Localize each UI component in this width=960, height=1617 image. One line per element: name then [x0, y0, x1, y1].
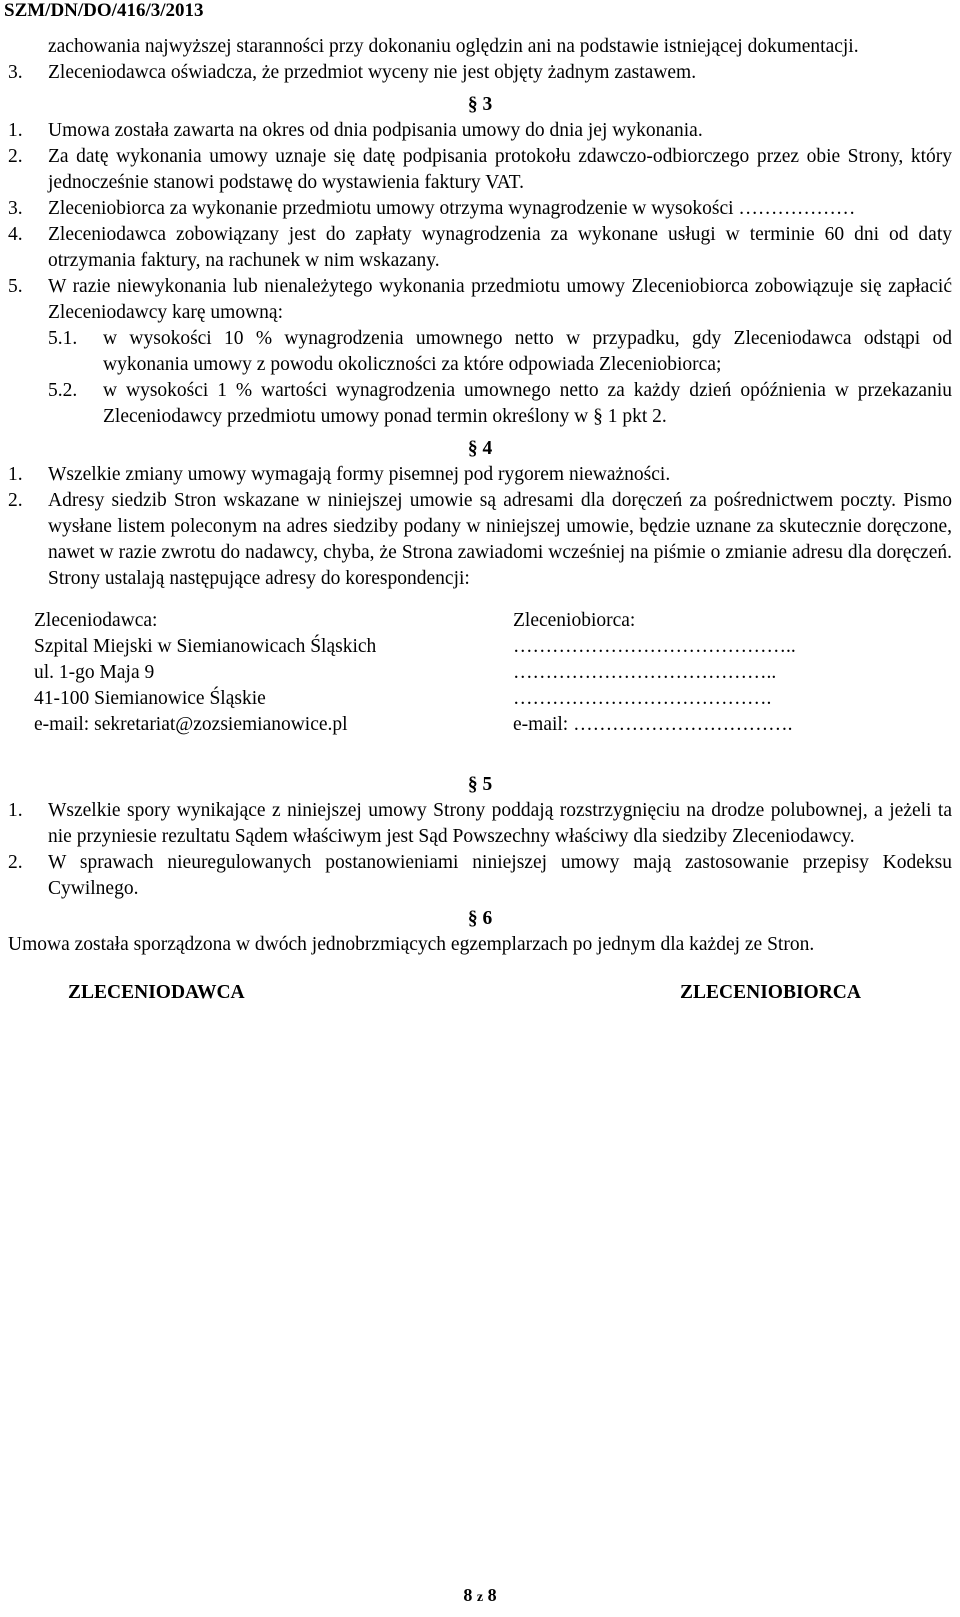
section-title-4: § 4	[467, 438, 493, 459]
client-email: e-mail: sekretariat@zozsiemianowice.pl	[34, 714, 348, 735]
page-total: 8	[487, 1585, 497, 1605]
subitem-number: 5.2.	[48, 380, 78, 401]
section-title-6: § 6	[467, 908, 493, 929]
client-address	[34, 608, 376, 738]
client-name: Szpital Miejski w Siemianowicach Śląskich	[34, 636, 377, 657]
list-item	[0, 60, 960, 86]
list-item	[0, 196, 960, 222]
list-item	[0, 798, 960, 850]
item-number: 2.	[8, 852, 23, 873]
contractor-label: Zleceniobiorca:	[513, 610, 636, 631]
item-text: Zleceniodawca zobowiązany jest do zapłaty wynagrodzenia za wykonane usługi w terminie 60 dni od daty otrzymania faktury, na rachunek w nim wskazany.	[48, 224, 952, 271]
sub-list-item	[0, 378, 960, 430]
sub-list-item	[0, 326, 960, 378]
item-text: Wszelkie spory wynikające z niniejszej umowy Strony poddają rozstrzygnięciu na drodze polubownej, a jeżeli ta nie przyniesie rezultatu Sądem właściwym jest Sąd Powszechny właściwy dla siedziby Zleceniodawcy.	[48, 800, 952, 847]
client-label: Zleceniodawca:	[34, 610, 158, 631]
contractor-name: ……………………………………..	[513, 636, 796, 657]
list-item	[0, 144, 960, 196]
page-number	[0, 1584, 960, 1609]
item-text: Adresy siedzib Stron wskazane w niniejszej umowie są adresami dla doręczeń za pośrednictwem poczty. Pismo wysłane listem poleconym na adres siedziby podany w niniejszej umowie, będzie uznane za skutecznie doręczone, nawet w razie zwrotu do nadawcy, chyba, że Strona zawiadomi wcześniej na piśmie o zmianie adresu dla doręczeń. Strony ustalają następujące adresy do korespondencji:	[48, 490, 952, 589]
list-item	[0, 462, 960, 488]
contractor-email: e-mail: …………………………….	[513, 714, 793, 735]
item-number: 2.	[8, 490, 23, 511]
page-of: z	[476, 1590, 484, 1605]
item-number: 1.	[8, 464, 23, 485]
address-block	[0, 608, 960, 764]
subitem-text: w wysokości 1 % wartości wynagrodzenia umownego netto za każdy dzień opóźnienia w przekazaniu Zleceniodawcy przedmiotu umowy ponad termin określony w § 1 pkt 2.	[103, 380, 952, 427]
contractor-address	[513, 608, 796, 738]
item-text: Wszelkie zmiany umowy wymagają formy pisemnej pod rygorem nieważności.	[48, 464, 671, 485]
item-number: 5.	[8, 276, 23, 297]
item-number: 2.	[8, 146, 23, 167]
item-number: 1.	[8, 800, 23, 821]
item-number: 3.	[8, 62, 23, 83]
item-number: 4.	[8, 224, 23, 245]
item-number: 1.	[8, 120, 23, 141]
list-item	[0, 118, 960, 144]
contractor-signature-label: ZLECENIOBIORCA	[680, 982, 861, 1003]
page-current: 8	[463, 1585, 473, 1605]
item-number: 3.	[8, 198, 23, 219]
document-id: SZM/DN/DO/416/3/2013	[4, 0, 204, 21]
client-signature-label: ZLECENIODAWCA	[68, 982, 245, 1003]
document-body	[0, 34, 960, 1020]
signature-block	[0, 980, 960, 1020]
client-city: 41-100 Siemianowice Śląskie	[34, 688, 266, 709]
list-item	[0, 850, 960, 902]
contractor-street: …………………………………..	[513, 662, 777, 683]
list-item	[0, 274, 960, 326]
contractor-city: ………………………………….	[513, 688, 772, 709]
list-item	[0, 488, 960, 592]
closing-paragraph: Umowa została sporządzona w dwóch jednobrzmiących egzemplarzach po jednym dla każdej ze Stron.	[8, 934, 815, 955]
subitem-text: w wysokości 10 % wynagrodzenia umownego netto w przypadku, gdy Zleceniodawca odstąpi od wykonania umowy z powodu okoliczności za które odpowiada Zleceniobiorca;	[103, 328, 952, 375]
section-title-5: § 5	[467, 774, 493, 795]
item-text: Zleceniodawca oświadcza, że przedmiot wyceny nie jest objęty żadnym zastawem.	[48, 62, 697, 83]
subitem-number: 5.1.	[48, 328, 78, 349]
item-text: W sprawach nieuregulowanych postanowieniami niniejszej umowy mają zastosowanie przepisy Kodeksu Cywilnego.	[48, 852, 952, 899]
item-text: W razie niewykonania lub nienależytego wykonania przedmiotu umowy Zleceniobiorca zobowiązuje się zapłacić Zleceniodawcy karę umowną:	[48, 276, 952, 323]
item-text: Umowa została zawarta na okres od dnia podpisania umowy do dnia jej wykonania.	[48, 120, 703, 141]
item-text: Zleceniobiorca za wykonanie przedmiotu umowy otrzyma wynagrodzenie w wysokości ………………	[48, 198, 856, 219]
list-item	[0, 222, 960, 274]
client-street: ul. 1-go Maja 9	[34, 662, 155, 683]
section-title-3: § 3	[467, 94, 493, 115]
intro-text: zachowania najwyższej staranności przy dokonaniu oględzin ani na podstawie istniejącej dokumentacji.	[48, 36, 859, 57]
item-text: Za datę wykonania umowy uznaje się datę podpisania protokołu zdawczo-odbiorczego przez obie Strony, który jednocześnie stanowi podstawę do wystawienia faktury VAT.	[48, 146, 952, 193]
intro-paragraph	[0, 34, 960, 60]
